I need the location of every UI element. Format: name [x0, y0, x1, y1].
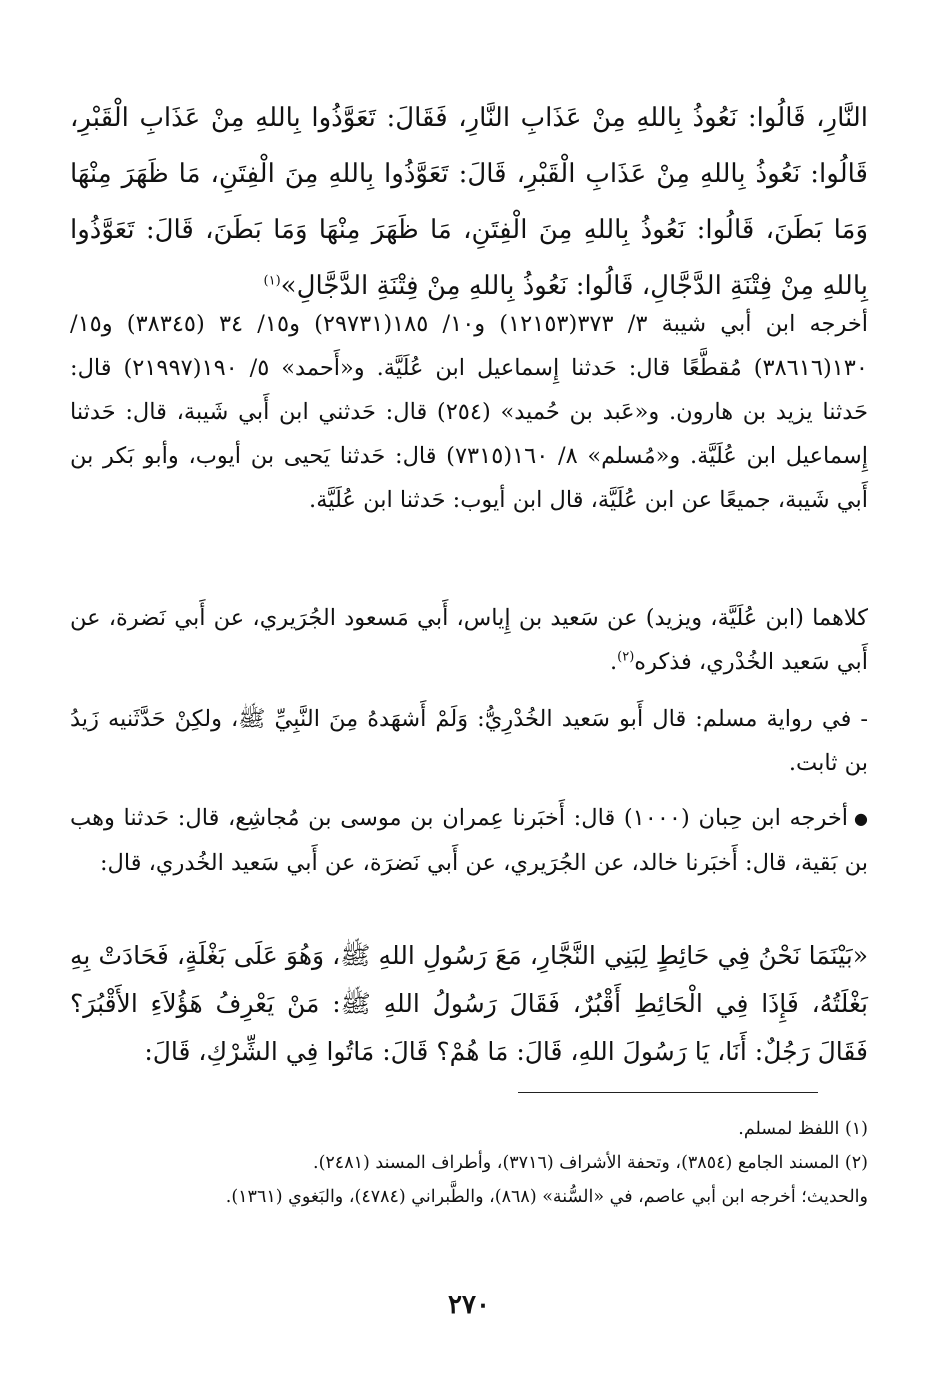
- ibn-hibban-paragraph: [70, 796, 868, 885]
- hadith-text-second: [70, 932, 868, 1076]
- page-number: ٢٧٠: [448, 1290, 490, 1320]
- footnote-ref-1[interactable]: (١): [263, 273, 281, 289]
- isnad-paragraph: كلاهما (ابن عُلَيَّة، ويزيد) عن سَعيد بن إِياس، أَبي مَسعود الجُرَيري، عن أَبي نَضرة، عن أَبي سَعيد الخُدْري، فذكره$^{(٢)}$.: [70, 605, 868, 675]
- hadith-text-opening: [70, 90, 868, 314]
- hadith-second-text: «بَيْنَمَا نَحْنُ فِي حَائِطٍ لِبَنِي النَّجَّارِ، مَعَ رَسُولِ اللهِ ﷺ، وَهُوَ عَلَى بَغْلَةٍ، فَحَادَتْ بِهِ بَغْلَتُهُ، فَإِذَا فِي الْحَائِطِ أَقْبُرٌ، فَقَالَ رَسُولُ اللهِ ﷺ: مَنْ يَعْرِفُ هَؤُلاَءِ الأَقْبُرَ؟ فَقَالَ رَجُلٌ: أَنَا، يَا رَسُولَ اللهِ، قَالَ: مَا هُمْ؟ قَالَ: مَاتُوا فِي الشِّرْكِ، قَالَ:: [70, 941, 868, 1066]
- riwaya-text: - في رواية مسلم: قال أَبو سَعيد الخُدْرِيُّ: وَلَمْ أَشهَدهُ مِنَ النَّبِيِّ ﷺ، ولكِنْ حَدَّثَنيه زَيدُ بن ثابت.: [70, 706, 868, 776]
- footnote-divider: [518, 1092, 818, 1093]
- riwaya-note: [70, 697, 868, 785]
- takhrij-paragraph: [70, 302, 868, 522]
- footnotes-section: [70, 1112, 868, 1214]
- bullet-icon: ●: [854, 809, 869, 828]
- ibn-hibban-text: أخرجه ابن حِبان (١٠٠٠) قال: أَخبَرنا عِمران بن موسى بن مُجاشِع، قال: حَدثنا وهب بن بَقية، قال: أَخبَرنا خالد، عن الجُرَيري، عن أَبي نَضرَة، عن أَبي سَعيد الخُدري، قال:: [70, 805, 868, 876]
- takhrij-text: أخرجه ابن أبي شيبة ٣/ ٣٧٣(١٢١٥٣) و١٠/ ١٨٥(٢٩٧٣١) و١٥/ ٣٤ (٣٨٣٤٥) و١٥/ ١٣٠(٣٨٦١٦) مُقطَّعًا قال: حَدثنا إِسماعيل ابن عُلَيَّة. و«أَحمد» ٥/ ١٩٠(٢١٩٩٧) قال: حَدثنا يزيد بن هارون. و«عَبد بن حُميد» (٢٥٤) قال: حَدثني ابن أَبي شَيبة، قال: حَدثنا إِسماعيل ابن عُلَيَّة. و«مُسلم» ٨/ ١٦٠(٧٣١٥) قال: حَدثنا يَحيى بن أيوب، وأبو بَكر بن أَبي شَيبة، جميعًا عن ابن عُلَيَّة، قال ابن أيوب: حَدثنا ابن عُلَيَّة.: [70, 311, 869, 513]
- isnad-text: كلاهما (ابن عُلَيَّة، ويزيد) عن سَعيد بن إِياس، أَبي مَسعود الجُرَيري، عن أَبي نَضرة، عن أَبي سَعيد الخُدْري، فذكره: [70, 605, 868, 675]
- footnote-2-continuation: والحديث؛ أخرجه ابن أبي عاصم، في «السُّنة» (٨٦٨)، والطَّبراني (٤٧٨٤)، والبَغوي (١٣٦١).: [225, 1187, 868, 1207]
- footnote-1: (١) اللفظ لمسلم.: [738, 1119, 868, 1139]
- footnote-2: (٢) المسند الجامع (٣٨٥٤)، وتحفة الأشراف (٣٧١٦)، وأطراف المسند (٢٤٨١).: [313, 1153, 868, 1173]
- footnote-ref-2[interactable]: (٢): [617, 649, 635, 665]
- hadith-opening-text: النَّارِ، قَالُوا: نَعُوذُ بِاللهِ مِنْ عَذَابِ النَّارِ، فَقَالَ: تَعَوَّذُوا بِاللهِ مِنْ عَذَابِ الْقَبْرِ، قَالُوا: نَعُوذُ بِاللهِ مِنْ عَذَابِ الْقَبْرِ، قَالَ: تَعَوَّذُوا بِاللهِ مِنَ الْفِتَنِ، مَا ظَهَرَ مِنْهَا وَمَا بَطَنَ، قَالُوا: نَعُوذُ بِاللهِ مِنَ الْفِتَنِ، مَا ظَهَرَ مِنْهَا وَمَا بَطَنَ، قَالَ: تَعَوَّذُوا بِاللهِ مِنْ فِتْنَةِ الدَّجَّالِ، قَالُوا: نَعُوذُ بِاللهِ مِنْ فِتْنَةِ الدَّجَّالِ»: [70, 103, 868, 301]
